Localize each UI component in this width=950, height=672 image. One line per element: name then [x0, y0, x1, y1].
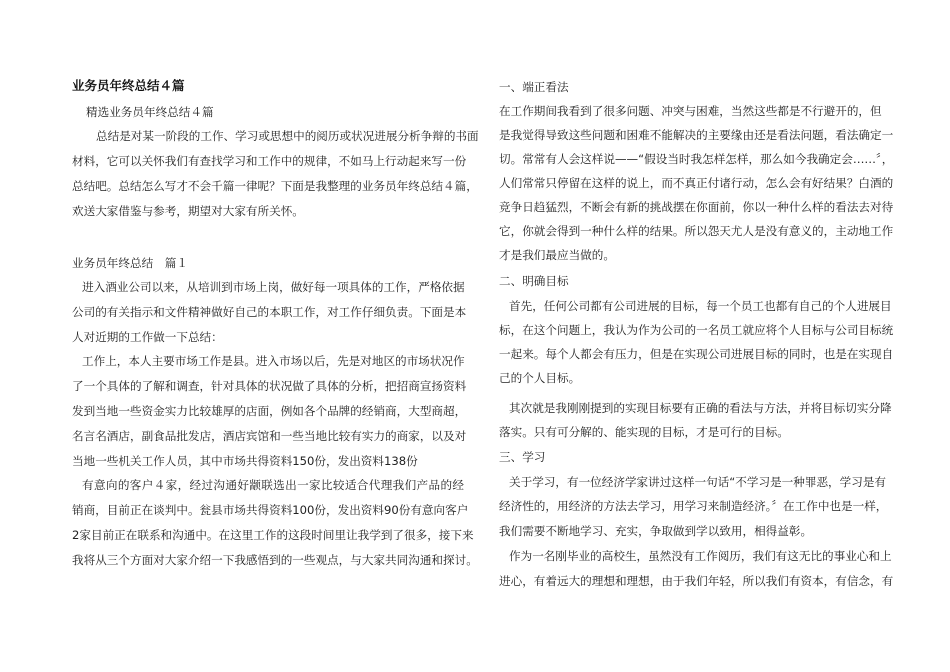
- paragraph-line: 才是我们最应当做的。: [499, 248, 615, 262]
- intro-line: 总结吧。总结怎么写才不会千篇一律呢？下面是我整理的业务员年终总结４篇，: [72, 179, 478, 193]
- paragraph-line: 它，你就会得到一种什么样的结果。所以怨天尤人是没有意义的，主动地工作: [499, 224, 894, 238]
- paragraph-line: 工作上，本人主要市场工作是县。进入市场以后，先是对地区的市场状况作: [82, 354, 465, 368]
- intro-line: 欢送大家借鉴与参考，期望对大家有所关怀。: [72, 204, 304, 218]
- paragraph-line: 人们常常只停留在这样的说上，而不真正付诸行动，怎么会有好结果？白酒的: [499, 176, 894, 190]
- paragraph-line: 关于学习，有一位经济学家讲过这样一句话“不学习是一种罪恶，学习是有: [509, 475, 887, 489]
- paragraph-line: 人对近期的工作做一下总结：: [72, 330, 223, 344]
- paragraph-line: 经济性的，用经济的方法去学习，用学习来制造经济。〞在工作中也是一样，: [499, 499, 888, 513]
- section-heading: 二、明确目标: [499, 274, 569, 288]
- paragraph-line: 作为一名刚毕业的高校生，虽然没有工作阅历，我们有这无比的事业心和上: [509, 549, 892, 563]
- paragraph-line: 进心，有着远大的理想和理想，由于我们年轻，所以我们有资本，有信念，有: [499, 574, 894, 588]
- paragraph-line: 我们需要不断地学习、充实，争取做到学以致用，相得益彰。: [499, 524, 813, 538]
- document-title: 业务员年终总结４篇: [72, 78, 185, 93]
- paragraph-line: 名言名酒店，副食品批发店，酒店宾馆和一些当地比较有实力的商家，以及对: [72, 429, 467, 443]
- section-heading: 业务员年终总结 篇１: [72, 256, 188, 270]
- paragraph-line: 首先，任何公司都有公司进展的目标，每一个员工也都有自己的个人进展目: [509, 299, 892, 313]
- paragraph-line: 公司的有关指示和文件精神做好自己的本职工作，对工作仔细负责。下面是本: [72, 305, 467, 319]
- paragraph-line: 发到当地一些资金实力比较雄厚的店面，例如各个品牌的经销商，大型商超，: [72, 404, 467, 418]
- paragraph-line: 己的个人目标。: [499, 371, 581, 385]
- paragraph-line: 了一个具体的了解和调查，针对具体的状况做了具体的分析，把招商宣扬资料: [72, 379, 467, 393]
- paragraph-line: 当地一些机关工作人员，其中市场共得资料150份，发出资料138份: [72, 454, 418, 468]
- intro-line: 材料，它可以关怀我们有查找学习和工作中的规律，不如马上行动起来写一份: [72, 154, 467, 168]
- paragraph-line: 在工作期间我看到了很多问题、冲突与困难，当然这些都是不行避开的，但: [499, 104, 882, 118]
- document-subtitle: 精选业务员年终总结４篇: [86, 105, 214, 119]
- paragraph-line: 一起来。每个人都会有压力，但是在实现公司进展目标的同时，也是在实现自: [499, 347, 894, 361]
- intro-line: 总结是对某一阶段的工作、学习或思想中的阅历或状况进展分析争辩的书面: [96, 129, 479, 143]
- section-heading: 三、学习: [499, 450, 546, 464]
- paragraph-line: 我将从三个方面对大家介绍一下我感悟到的一些观点，与大家共同沟通和探讨。: [72, 553, 478, 567]
- section-heading: 一、端正看法: [499, 80, 569, 94]
- paragraph-line: 销商，目前正在谈判中。瓮县市场共得资料100份，发出资料90份有意向客户: [72, 503, 469, 517]
- paragraph-line: 有意向的客户４家，经过沟通好颛联选出一家比较适合代理我们产品的经: [82, 478, 464, 492]
- paragraph-line: 落实。只有可分解的、能实现的目标，才是可行的目标。: [499, 425, 789, 439]
- paragraph-line: 其次就是我刚刚提到的实现目标要有正确的看法与方法，并将目标切实分降: [509, 401, 892, 415]
- paragraph-line: 标，在这个问题上，我认为作为公司的一名员工就应将个人目标与公司目标统: [499, 323, 894, 337]
- paragraph-line: 2家目前正在联系和沟通中。在这里工作的这段时间里让我学到了很多，接下来: [72, 528, 474, 542]
- paragraph-line: 竞争日趋猛烈，不断会有新的挑战摆在你面前，你以一种什么样的看法去对待: [499, 200, 894, 214]
- paragraph-line: 切。常常有人会这样说——“假设当时我怎样怎样，那么如今我确定会……〞，: [499, 152, 894, 166]
- paragraph-line: 是我觉得导致这些问题和困难不能解决的主要缘由还是看法问题，看法确定一: [499, 128, 894, 142]
- paragraph-line: 进入酒业公司以来，从培训到市场上岗，做好每一项具体的工作，严格依据: [82, 280, 465, 294]
